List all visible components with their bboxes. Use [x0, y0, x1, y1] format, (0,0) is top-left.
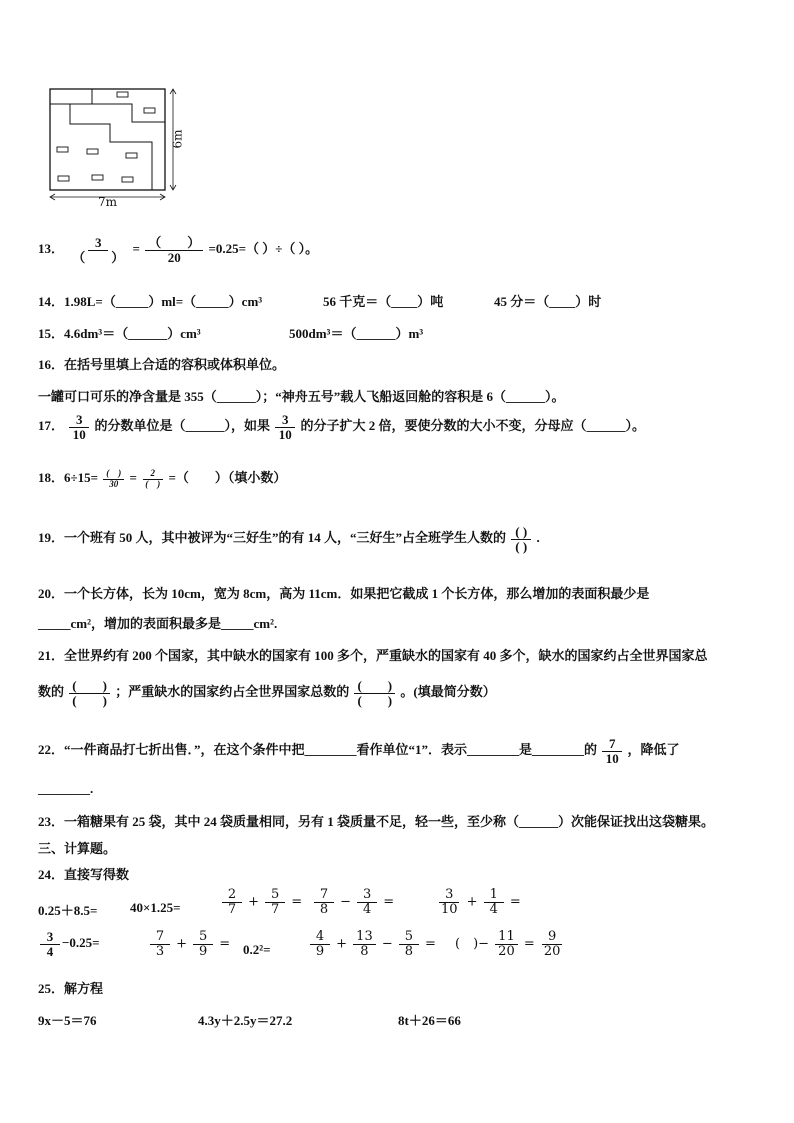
question-17: 17． $\frac{3}{10}$ 的分数单位是（______），如果 $\frac{3}{10}$ 的分子扩大 2 倍，要使分数的大小不变，分母应（______）。	[38, 412, 646, 442]
q17-fraction-2: $\frac{3}{10}$	[275, 413, 295, 441]
question-25-title: 25．解方程	[38, 981, 104, 996]
calc-1-5: $\frac{3}{10}$ + $\frac{1}{4}$ =	[441, 887, 521, 917]
section-heading: 三、计算题。	[38, 841, 117, 856]
calc-2-3: 0.2²=	[243, 942, 271, 957]
calc-2-1: $\frac{3}{4}$ −0.25=	[38, 930, 100, 958]
question-16-line: 一罐可口可乐的净含量是 355（______）；“神舟五号”载人飞船返回舱的容积是 6（______）。	[38, 389, 565, 404]
question-22: 22．“一件商品打七折出售．”，在这个条件中把________看作单位“1”．表示________是________的 $\frac{7}{10}$ ，降低了	[38, 736, 680, 766]
q18-fraction-2: $\frac{2}{( )}$	[142, 469, 163, 489]
question-21-line-1: 21．全世界约有 200 个国家，其中缺水的国家有 100 多个，严重缺水的国家有 40 多个，缺水的国家约占全世界国家总	[38, 648, 708, 663]
q18-fraction-1: $\frac{( )}{30}$	[103, 469, 124, 489]
q14-part-a: 14．1.98L=（_____）ml=（_____）cm³	[38, 294, 263, 309]
garden-figure	[40, 80, 190, 210]
question-13: 13． $\frac{3}{( )}$ = $\frac{( )}{20}$ =0.25=（ ）÷（ ）。	[38, 235, 319, 265]
question-14-c: 45 分＝（____）时	[494, 294, 602, 309]
q21-fraction-1: $\frac{( )}{( )}$	[69, 679, 110, 707]
calc-2-4: $\frac{4}{9}$ + $\frac{13}{8}$ − $\frac{5}{8}$ =	[308, 930, 436, 958]
q22-fraction: $\frac{7}{10}$	[602, 737, 622, 765]
calc-2-2: $\frac{7}{3}$ + $\frac{5}{9}$ =	[148, 930, 230, 958]
width-label: 7m	[98, 195, 118, 209]
garden-diagram	[40, 80, 190, 210]
question-15: 15．4.6dm³＝（______）cm³	[38, 326, 201, 341]
question-21-line-2: 数的 $\frac{( )}{( )}$ ；严重缺水的国家约占全世界国家总数的 $\frac{( )}{( )}$ 。(填最简分数）	[38, 678, 496, 708]
question-23: 23．一箱糖果有 25 袋，其中 24 袋质量相同，另有 1 袋质量不足，轻一些，至少称（______）次能保证找出这袋糖果。	[38, 814, 715, 829]
calc-1-2: 40×1.25=	[130, 900, 181, 915]
equation-1: 9x－5＝76	[38, 1013, 97, 1028]
calc-2-5: ( )− $\frac{11}{20}$ = $\frac{9}{20}$	[455, 929, 561, 959]
q13-rest: =0.25=（ ）÷（ ）。	[208, 241, 319, 257]
question-22-line-2: ________.	[38, 781, 94, 796]
height-label: 6m	[170, 129, 185, 149]
q13-fraction-1: $\frac{3}{( )}$	[72, 235, 125, 265]
q13-number: 13．	[38, 241, 65, 257]
equation-3: 8t＋26＝66	[398, 1013, 461, 1028]
q19-fraction: $\frac{( )}{( )}$	[511, 525, 531, 553]
question-19: 19．一个班有 50 人，其中被评为“三好生”的有 14 人，“三好生”占全班学生人数的 $\frac{( )}{( )}$ .	[38, 524, 540, 554]
question-15-b: 500dm³＝（______）m³	[289, 326, 424, 341]
question-20-line-1: 20．一个长方体，长为 10cm，宽为 8cm，高为 11cm．如果把它截成 1 个长方体，那么增加的表面积最少是	[38, 586, 650, 601]
question-20-line-2: _____cm²，增加的表面积最多是_____cm².	[38, 616, 278, 631]
calc-1-3: $\frac{2}{7}$ + $\frac{5}{7}$ =	[220, 888, 302, 916]
q17-fraction-1: $\frac{3}{10}$	[69, 413, 89, 441]
calc-1-1: 0.25＋8.5=	[38, 903, 98, 918]
q13-fraction-2: $\frac{( )}{20}$	[145, 236, 203, 264]
question-14-b: 56 千克＝（____）吨	[323, 294, 444, 309]
calc-1-4: $\frac{7}{8}$ − $\frac{3}{4}$ =	[312, 888, 394, 916]
question-14	[38, 291, 262, 310]
equation-2: 4.3y＋2.5y＝27.2	[198, 1013, 293, 1028]
flower-pot-icons	[57, 92, 155, 182]
question-16-title: 16．在括号里填上合适的容积或体积单位。	[38, 357, 286, 372]
question-24-title: 24．直接写得数	[38, 867, 130, 882]
q21-fraction-2: $\frac{( )}{( )}$	[354, 679, 395, 707]
question-18: 18．6÷15= $\frac{( )}{30}$ = $\frac{2}{( )}$ =（ ）（填小数）	[38, 468, 287, 489]
